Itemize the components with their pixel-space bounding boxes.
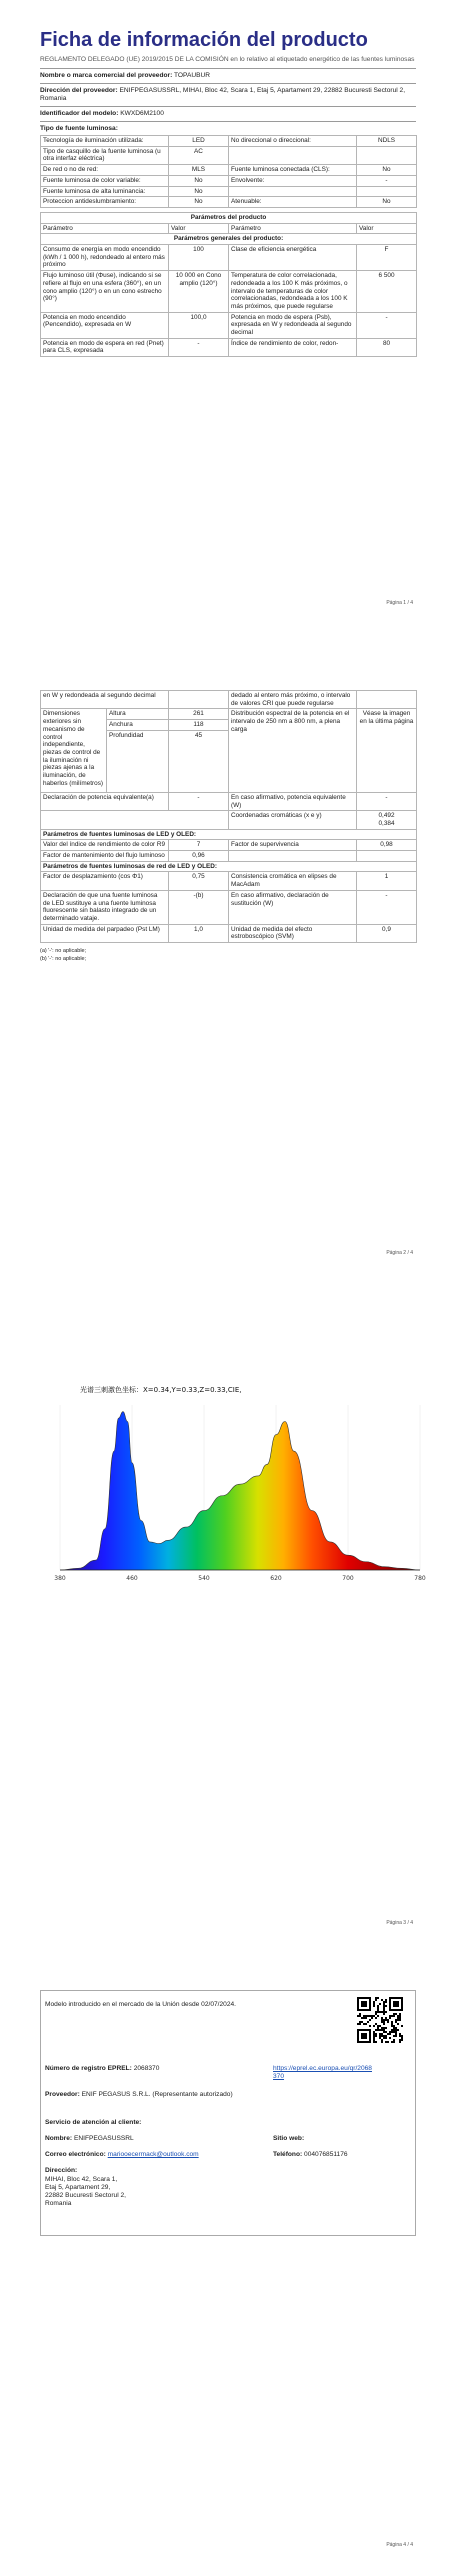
table-cell: [357, 146, 417, 164]
x-axis-ticks: [54, 1575, 426, 1582]
table-cell: 0,75: [169, 872, 229, 890]
table-cell: -(b): [169, 890, 229, 924]
table-cell: Atenuable:: [229, 197, 357, 208]
table-row: Declaración de potencia equivalente(a) - En caso afirmativo, potencia equivalente (W) -: [41, 792, 417, 810]
page-2: [0, 690, 453, 1290]
spectral-power-chart: [0, 1370, 453, 1600]
table-cell: Flujo luminoso útil (Φuse), indicando si se refiere al flujo en una esfera (360°), en un cono amplio (120°) o en un cono estrecho (90°): [41, 271, 169, 313]
table-cell: Índice de rendimiento de color, redon-: [229, 338, 357, 356]
table-cell: No: [169, 186, 229, 197]
table-cell: [229, 851, 357, 862]
service-email-line: Correo electrónico: mariooecermack@outlook.com: [45, 2151, 199, 2158]
table-row: [41, 312, 417, 338]
table-cell: 10 000 en Cono amplio (120°): [169, 271, 229, 313]
spectral-value: Véase la imagen en la última página: [357, 709, 417, 792]
table-row: [41, 924, 417, 942]
light-source-type-table: [40, 135, 417, 208]
registration-box: [40, 1990, 416, 2236]
table-cell: Potencia en modo encendido (Pencendido), expresada en W: [41, 312, 169, 338]
product-parameters-table: [40, 212, 417, 357]
supplier-line: Nombre o marca comercial del proveedor: TOPAUBUR: [40, 72, 211, 79]
email-link[interactable]: mariooecermack@outlook.com: [107, 2151, 199, 2158]
table-cell: Valor del índice de rendimiento de color R9: [41, 840, 169, 851]
table-cell: No: [357, 165, 417, 176]
table-cell: 1,0: [169, 924, 229, 942]
table-cell: NDLS: [357, 136, 417, 147]
service-address-label: Dirección:: [45, 2167, 78, 2174]
page-number: Página 3 / 4: [386, 1920, 413, 1926]
table-cell: No: [357, 197, 417, 208]
service-name-line: Nombre: ENIFPEGASUSSRL: [45, 2135, 134, 2142]
table-row: [41, 338, 417, 356]
page-number: Página 1 / 4: [386, 600, 413, 606]
table-cell: [229, 146, 357, 164]
page-4: [0, 1990, 453, 2560]
model-line: Identificador del modelo: KWXD6M2100: [40, 110, 164, 117]
spectral-label: Distribución espectral de la potencia en el intervalo de 250 nm a 800 nm, a plena carga: [229, 709, 357, 792]
table-row: [41, 245, 417, 271]
table-cell: 100,0: [169, 312, 229, 338]
table-row: Dimensiones exteriores sin mecanismo de control independiente, piezas de control de la iluminación ni piezas ajenas a la iluminación, de haberlos (milímetros) Altura 261 Distribución espectral de la potencia en el intervalo de 250 nm a 800 nm, a plena carga Véase la imagen en la última página: [41, 709, 417, 720]
table-cell: Potencia en modo de espera (Psb), expresada en W y redondeada al segundo decimal: [229, 312, 357, 338]
table-cell: AC: [169, 146, 229, 164]
x-tick-label: 620: [270, 1575, 282, 1582]
market-intro: Modelo introducido en el mercado de la Unión desde 02/07/2024.: [45, 2001, 236, 2008]
table-cell: Fuente luminosa conectada (CLS):: [229, 165, 357, 176]
table-cell: Fuente luminosa de color variable:: [41, 175, 169, 186]
eprel-link[interactable]: https://eprel.ec.europa.eu/qr/2068370: [273, 2065, 372, 2080]
table-cell: -: [169, 338, 229, 356]
table-row: [41, 271, 417, 313]
customer-service-title: Servicio de atención al cliente:: [45, 2119, 142, 2126]
light-source-type-label: Tipo de fuente luminosa:: [40, 125, 118, 132]
table-cell: 6 500: [357, 271, 417, 313]
table-cell: Proteccion antideslumbramiento:: [41, 197, 169, 208]
table-row: [41, 165, 417, 176]
qr-code: [357, 1997, 403, 2043]
table-cell: F: [357, 245, 417, 271]
chart-overlay-text: 光谱三刺激色坐标：X=0.34,Y=0.33,Z=0.33,CIE,: [80, 1386, 242, 1394]
table-cell: Unidad de medida del parpadeo (Pst LM): [41, 924, 169, 942]
led-params-title: Parámetros de fuentes luminosas de LED y OLED:: [41, 829, 417, 840]
table-cell: [357, 186, 417, 197]
table-cell: Consistencia cromática en elipses de MacAdam: [229, 872, 357, 890]
spectrum-area: [60, 1412, 420, 1570]
table-cell: 0,96: [169, 851, 229, 862]
table-cell: MLS: [169, 165, 229, 176]
table-row: en W y redondeada al segundo decimal dedado al entero más próximo, o intervalo de valores CRI que puede regularse: [41, 691, 417, 709]
table-row: [41, 840, 417, 851]
table-cell: Declaración de que una fuente luminosa de LED sustituye a una fuente luminosa fluorescente sin balasto integrado de un determinado vataje.: [41, 890, 169, 924]
x-tick-label: 460: [126, 1575, 138, 1582]
table-row: [41, 197, 417, 208]
table-cell: 100: [169, 245, 229, 271]
table-row: Anchura 118: [41, 720, 417, 731]
table-cell: Fuente luminosa de alta luminancia:: [41, 186, 169, 197]
table-cell: 80: [357, 338, 417, 356]
table-cell: Unidad de medida del efecto estroboscópico (SVM): [229, 924, 357, 942]
x-tick-label: 780: [414, 1575, 426, 1582]
service-web-line: Sitio web:: [273, 2135, 305, 2142]
footnote-b: (b) '-': no aplicable;: [40, 956, 87, 963]
table-cell: -: [357, 175, 417, 186]
footnote-a: (a) '-': no aplicable;: [40, 948, 87, 955]
table-cell: Clase de eficiencia energética: [229, 245, 357, 271]
table-row: [41, 136, 417, 147]
table-row: Profundidad 45: [41, 730, 417, 792]
table-cell: -: [357, 312, 417, 338]
service-phone-line: Teléfono: 004076851176: [273, 2151, 348, 2158]
table-row: Coordenadas cromáticas (x e y) 0,492 0,384: [41, 811, 417, 829]
regulation-text: REGLAMENTO DELEGADO (UE) 2019/2015 DE LA COMISIÓN en lo relativo al etiquetado energético de las fuentes luminosas: [40, 56, 415, 63]
table-row: [41, 146, 417, 164]
mains-params-title: Parámetros de fuentes luminosas de red de LED y OLED:: [41, 861, 417, 872]
table-cell: Factor de supervivencia: [229, 840, 357, 851]
table-row: [41, 851, 417, 862]
table-cell: 7: [169, 840, 229, 851]
params-title: Parámetros del producto: [41, 212, 417, 223]
table-cell: Factor de mantenimiento del flujo luminoso: [41, 851, 169, 862]
table-cell: -: [357, 890, 417, 924]
table-cell: De red o no de red:: [41, 165, 169, 176]
x-tick-label: 540: [198, 1575, 210, 1582]
table-cell: [229, 186, 357, 197]
address-line: Dirección del proveedor: ENIFPEGASUSSRL, MIHAI, Bloc 42, Scara 1, Etaj 5, Apartament 29, 22882 Bucuresti Sectorul 2, Romania: [40, 87, 406, 102]
table-cell: Potencia en modo de espera en red (Pnet) para CLS, expresada: [41, 338, 169, 356]
x-tick-label: 380: [54, 1575, 66, 1582]
table-row: [41, 175, 417, 186]
table-cell: Factor de desplazamiento (cos Φ1): [41, 872, 169, 890]
page-1: [0, 0, 453, 630]
table-cell: No: [169, 197, 229, 208]
table-cell: Temperatura de color correlacionada, redondeada a los 100 K más próximos, o intervalo de temperaturas de color correlacionadas, redondeada a los 100 K más próximos, que puede regularse: [229, 271, 357, 313]
product-parameters-continued-table: [40, 690, 417, 943]
x-tick-label: 700: [342, 1575, 354, 1582]
table-row: [41, 186, 417, 197]
page-number: Página 4 / 4: [386, 2542, 413, 2548]
page-number: Página 2 / 4: [386, 1250, 413, 1256]
table-cell: Tecnología de iluminación utilizada:: [41, 136, 169, 147]
table-row: [41, 872, 417, 890]
table-cell: Consumo de energía en modo encendido (kWh / 1 000 h), redondeado al entero más próximo: [41, 245, 169, 271]
table-cell: 0,98: [357, 840, 417, 851]
table-cell: En caso afirmativo, declaración de sustitución (W): [229, 890, 357, 924]
table-cell: 0,9: [357, 924, 417, 942]
table-cell: Envolvente:: [229, 175, 357, 186]
eprel-line: Número de registro EPREL: 2068370: [45, 2065, 160, 2072]
service-address: MIHAI, Bloc 42, Scara 1, Etaj 5, Apartament 29, 22882 Bucuresti Sectorul 2, Romania: [45, 2176, 127, 2207]
table-cell: Tipo de casquillo de la fuente luminosa (u otra interfaz eléctrica): [41, 146, 169, 164]
table-cell: LED: [169, 136, 229, 147]
page-3: [0, 1330, 453, 1940]
supplier-line: Proveedor: ENIF PEGASUS S.R.L. (Representante autorizado): [45, 2091, 233, 2098]
table-cell: [357, 851, 417, 862]
params-header-row: Parámetro Valor Parámetro Valor: [41, 223, 417, 234]
table-row: [41, 890, 417, 924]
table-cell: No direccional o direccional:: [229, 136, 357, 147]
general-params-title: Parámetros generales del producto:: [41, 234, 417, 245]
table-cell: No: [169, 175, 229, 186]
page-title: Ficha de información del producto: [40, 29, 368, 51]
dimensions-label: Dimensiones exteriores sin mecanismo de control independiente, piezas de control de la iluminación ni piezas ajenas a la iluminación, de haberlos (milímetros): [41, 709, 107, 792]
table-cell: 1: [357, 872, 417, 890]
